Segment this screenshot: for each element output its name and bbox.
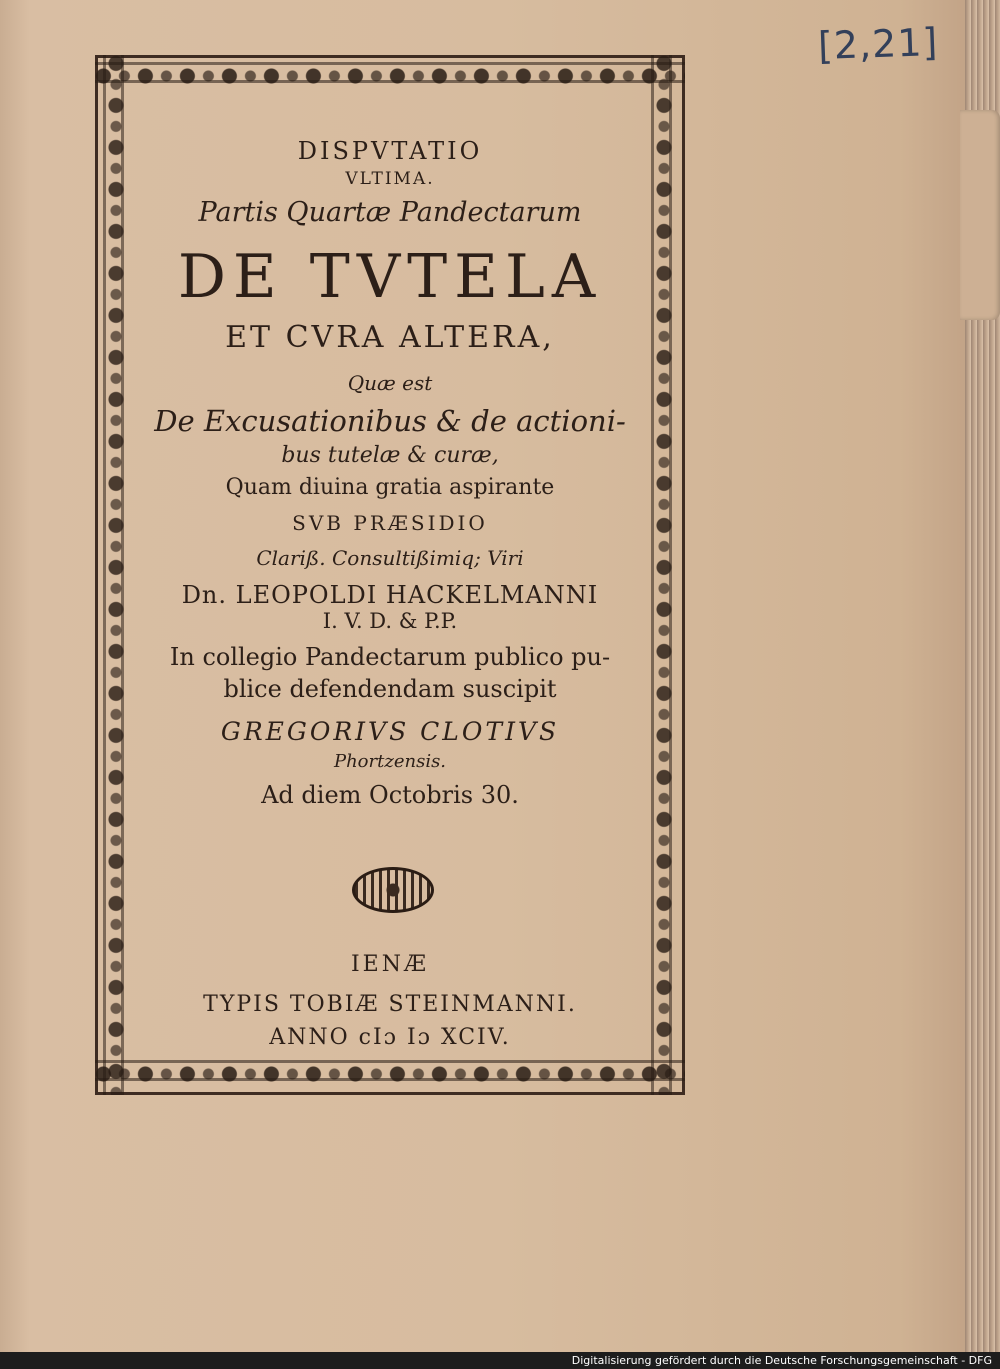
title-line-2: VLTIMA. [345,169,435,189]
footer-bar [0,1352,1000,1369]
title-line-8: bus tutelæ & curæ, [281,443,499,468]
subtitle: ET CVRA ALTERA, [225,320,555,355]
top-ornament [95,55,685,97]
title-line-15: blice defendendam suscipit [223,675,557,703]
footer-text: Digitalisierung gefördert durch die Deutsche Forschungsgemeinschaft - DFG [571,1354,992,1367]
printer-ornament [352,867,434,913]
title-line-3: Partis Quartæ Pandectarum [198,197,582,228]
title-line-1: DISPVTATIO [297,137,483,165]
presider-title: I. V. D. & P.P. [322,609,458,633]
presider-name: Dn. LEOPOLDI HACKELMANNI [181,581,599,609]
shelfmark: [2,21] [817,19,939,69]
year-line: ANNO cIɔ Iɔ XCIV. [269,1025,511,1050]
left-ornament [95,55,137,1095]
respondent-origin: Phortzensis. [333,751,447,772]
printer-line: TYPIS TOBIÆ STEINMANNI. [203,992,577,1017]
title-line-9: Quam diuina gratia aspirante [225,475,555,500]
page-tab [960,110,1000,320]
right-ornament [643,55,685,1095]
title-line-7: De Excusationibus & de actioni- [154,404,626,438]
title-line-10: SVB PRÆSIDIO [292,511,488,535]
date-line: Ad diem Octobris 30. [261,781,519,809]
main-title: DE TVTELA [177,242,603,312]
title-line-14: In collegio Pandectarum publico pu- [169,643,611,671]
bottom-ornament [95,1053,685,1095]
respondent-name: GREGORIVS CLOTIVS [220,717,560,746]
title-line-11: Clariß. Consultißimiq; Viri [256,546,524,570]
title-page-content [137,97,643,1053]
title-line-6: Quæ est [347,371,433,395]
place-line: IENÆ [350,952,430,977]
